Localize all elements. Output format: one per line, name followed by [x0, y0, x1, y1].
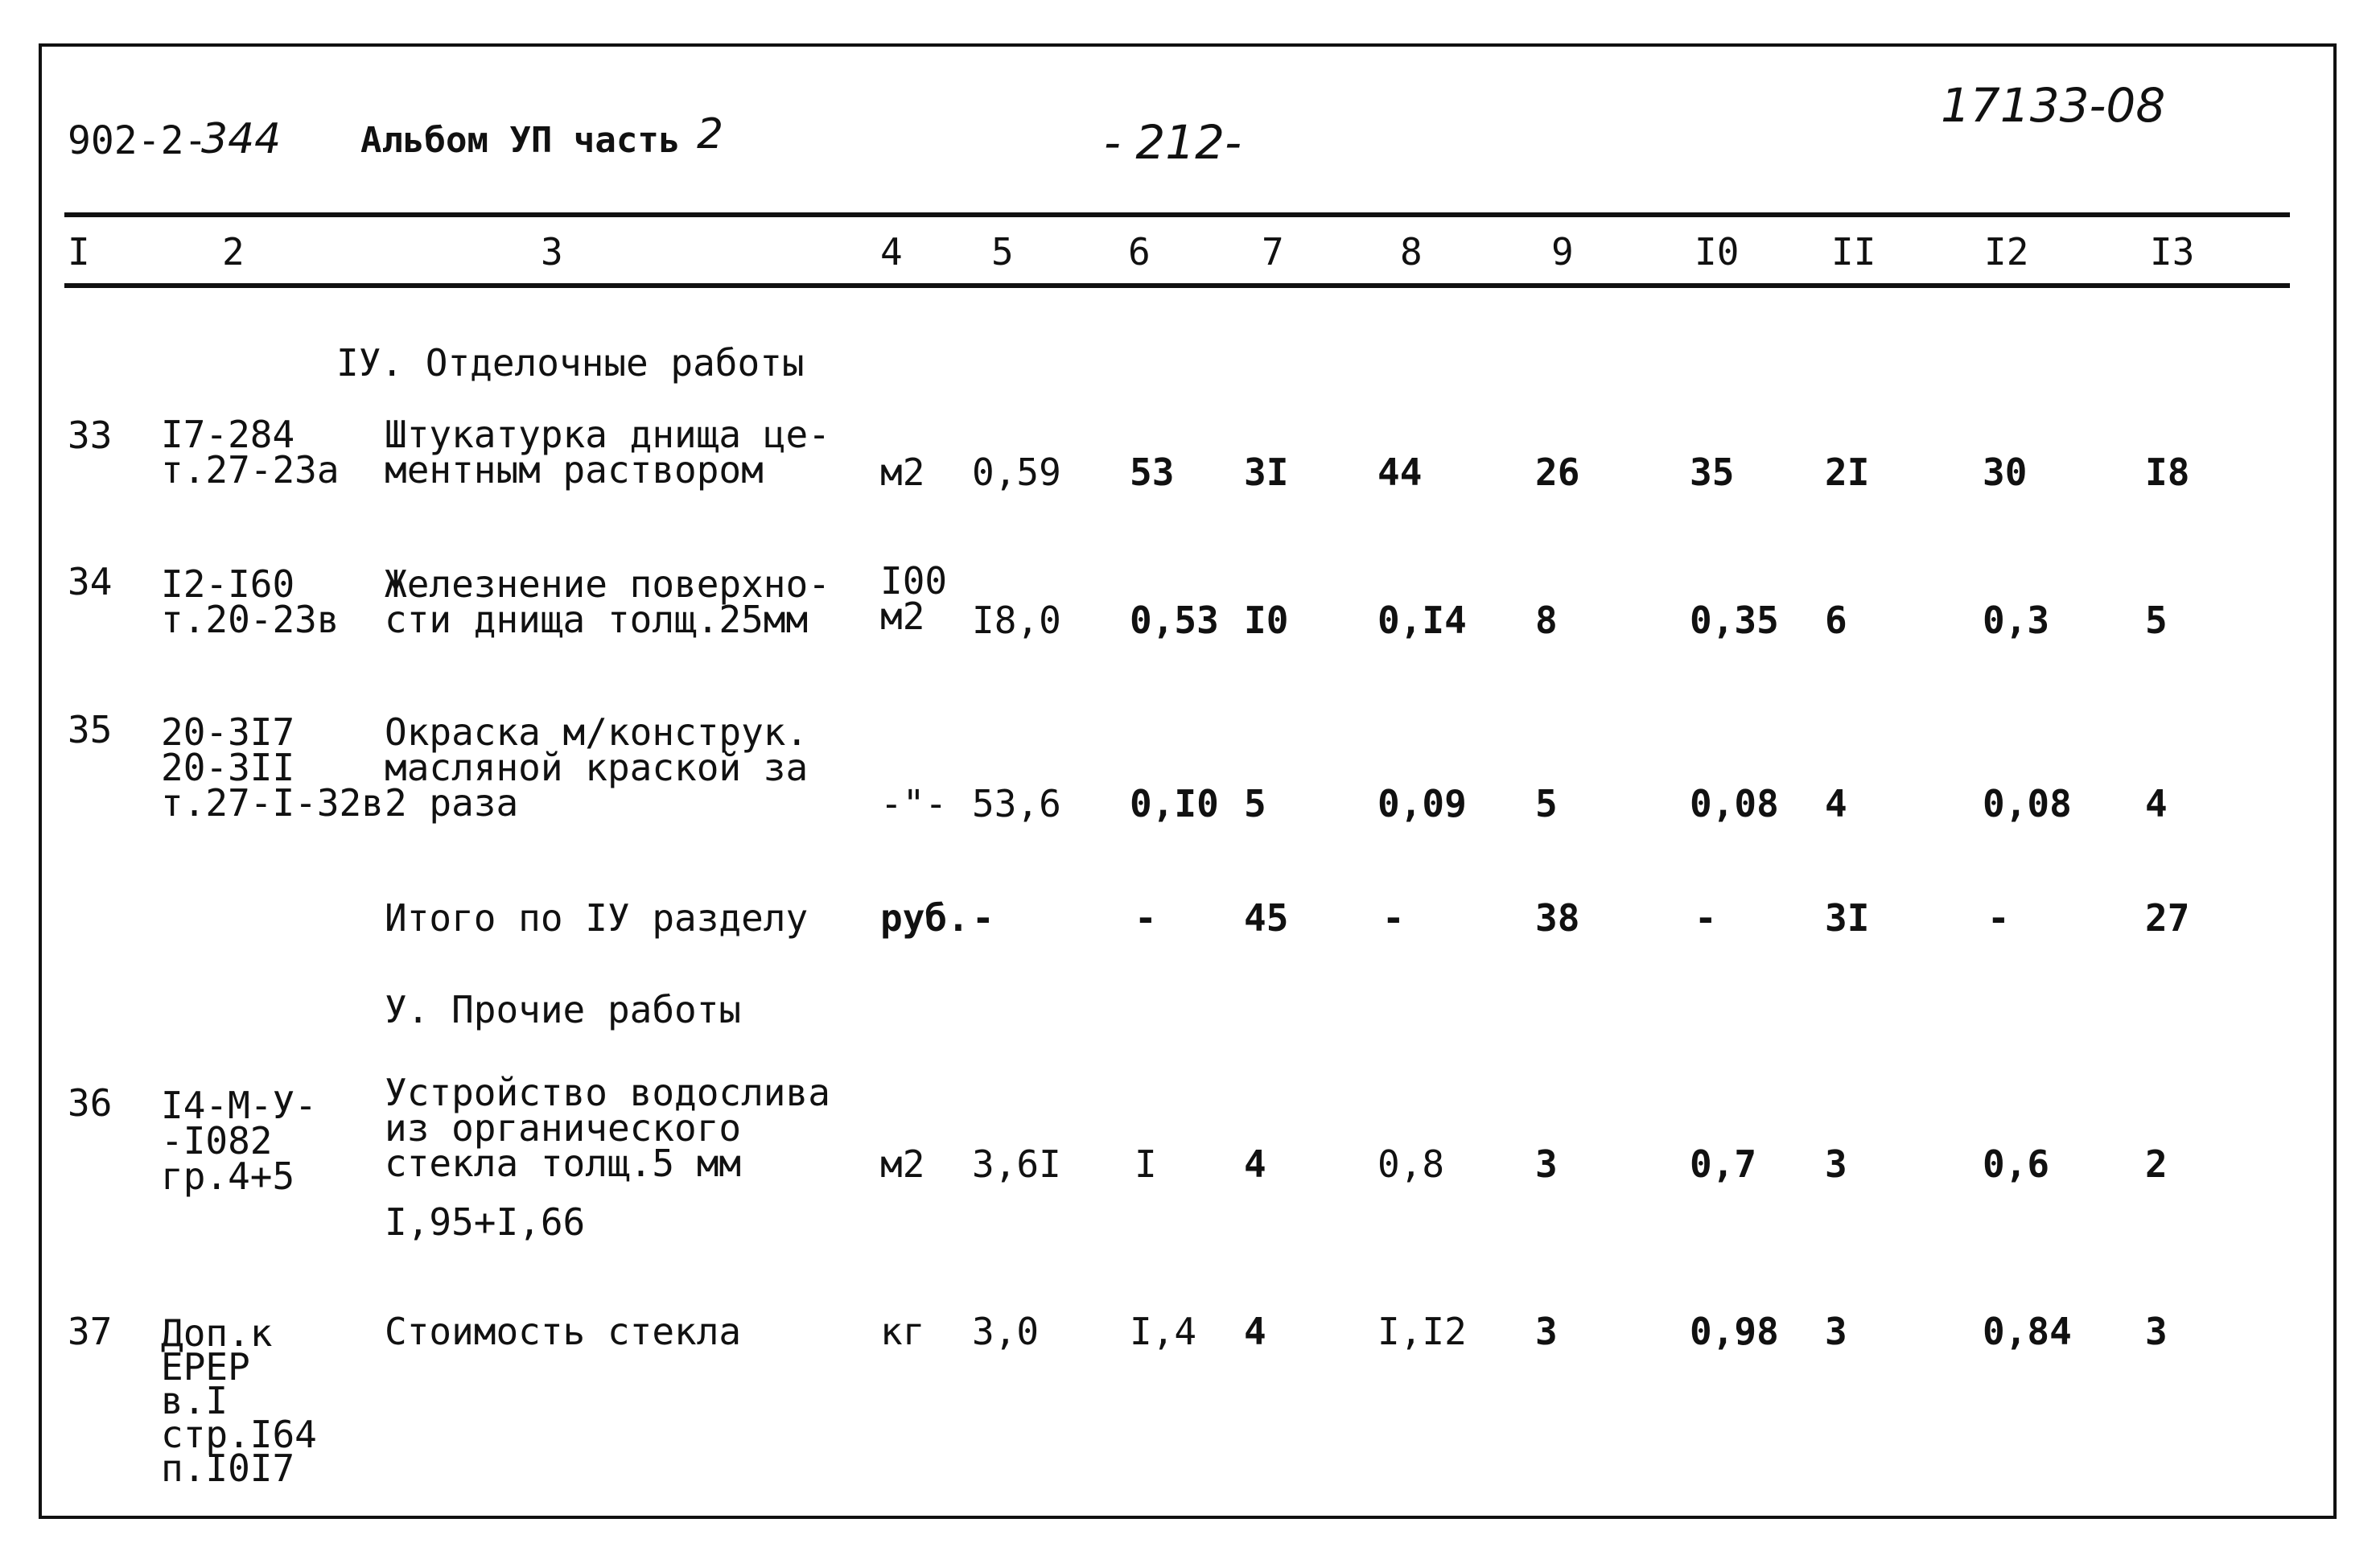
album-part: 2 — [697, 110, 724, 158]
row-33-c6: 53 — [1130, 451, 1175, 494]
row-33-name: Штукатурка днища це- ментным раствором — [385, 413, 830, 492]
total-4-c12: - — [1987, 896, 2010, 940]
row-34-code: I2-I60 т.20-23в — [161, 562, 340, 641]
row-35-number: 35 — [68, 708, 113, 751]
col-header-8: 8 — [1400, 230, 1423, 274]
row-33-c9: 26 — [1535, 451, 1580, 494]
page-number: - 212- — [1104, 115, 1242, 170]
row-35-name: Окраска м/конструк. масляной краской за 2 раза — [385, 710, 809, 825]
row-34-c13: 5 — [2145, 599, 2168, 642]
col-header-1: I — [68, 230, 90, 274]
total-4-c13: 27 — [2145, 896, 2190, 940]
row-36-c8: 0,8 — [1377, 1142, 1445, 1186]
total-4-c5: - — [972, 896, 994, 940]
section-4-title: IУ. Отделочные работы — [336, 341, 805, 385]
row-37-c10: 0,98 — [1690, 1310, 1779, 1353]
row-37-c7: 4 — [1244, 1310, 1266, 1353]
section-5-title: У. Прочие работы — [385, 988, 742, 1031]
total-4-c7: 45 — [1244, 896, 1289, 940]
row-37-c8: I,I2 — [1377, 1310, 1467, 1353]
row-36-c7: 4 — [1244, 1142, 1266, 1186]
total-4-c11: 3I — [1825, 896, 1870, 940]
row-33-c13: I8 — [2145, 451, 2190, 494]
col-header-12: I2 — [1984, 230, 2029, 274]
row-33-c7: 3I — [1244, 451, 1289, 494]
row-34-c8: 0,I4 — [1377, 599, 1467, 642]
code-prefix: 902-2- — [68, 118, 208, 163]
row-36-c13: 2 — [2145, 1142, 2168, 1186]
row-34-qty: I8,0 — [972, 599, 1061, 642]
row-35-c13: 4 — [2145, 782, 2168, 825]
row-36-c11: 3 — [1825, 1142, 1847, 1186]
col-header-4: 4 — [880, 230, 903, 274]
row-37-name: Стоимость стекла — [385, 1310, 742, 1353]
row-35-qty: 53,6 — [972, 782, 1061, 825]
total-4-c9: 38 — [1535, 896, 1580, 940]
row-37-qty: 3,0 — [972, 1310, 1040, 1353]
row-36-c12: 0,6 — [1983, 1142, 2050, 1186]
row-34-c11: 6 — [1825, 599, 1847, 642]
total-4-label: Итого по IУ разделу — [385, 896, 809, 940]
row-37-unit: кг — [880, 1310, 925, 1353]
row-33-c10: 35 — [1690, 451, 1735, 494]
row-34-c6: 0,53 — [1130, 599, 1219, 642]
row-36-name: Устройство водослива из органического стекла толщ.5 мм — [385, 1071, 830, 1185]
row-36-c9: 3 — [1535, 1142, 1558, 1186]
total-4-c6: - — [1134, 896, 1157, 940]
col-header-6: 6 — [1128, 230, 1151, 274]
row-36-qty: 3,6I — [972, 1142, 1061, 1186]
row-33-unit: м2 — [880, 451, 925, 494]
row-35-unit: -"- — [880, 782, 948, 825]
row-33-c12: 30 — [1983, 451, 2028, 494]
col-header-11: II — [1831, 230, 1876, 274]
row-35-c12: 0,08 — [1983, 782, 2072, 825]
total-4-unit: руб. — [880, 896, 970, 940]
doc-number: 17133-08 — [1941, 78, 2166, 133]
row-36-c6: I — [1134, 1142, 1157, 1186]
row-33-c8: 44 — [1377, 451, 1423, 494]
row-34-c12: 0,3 — [1983, 599, 2050, 642]
row-36-unit: м2 — [880, 1142, 925, 1186]
row-37-number: 37 — [68, 1310, 113, 1353]
row-37-c13: 3 — [2145, 1310, 2168, 1353]
row-35-c11: 4 — [1825, 782, 1847, 825]
col-header-7: 7 — [1262, 230, 1284, 274]
col-header-5: 5 — [991, 230, 1014, 274]
header-rule-top — [64, 212, 2290, 217]
row-33-code: I7-284 т.27-23а — [161, 413, 340, 492]
code-number: 344 — [201, 115, 282, 163]
row-36-note: I,95+I,66 — [385, 1200, 586, 1244]
row-37-c9: 3 — [1535, 1310, 1558, 1353]
row-34-c10: 0,35 — [1690, 599, 1779, 642]
col-header-10: I0 — [1694, 230, 1740, 274]
total-4-c10: - — [1694, 896, 1717, 940]
row-37-c12: 0,84 — [1983, 1310, 2072, 1353]
row-34-c7: I0 — [1244, 599, 1289, 642]
album-label: Альбом УП часть — [360, 120, 681, 161]
row-33-qty: 0,59 — [972, 451, 1061, 494]
row-34-name: Железнение поверхно- сти днища толщ.25мм — [385, 562, 830, 641]
col-header-3: 3 — [541, 230, 563, 274]
row-33-c11: 2I — [1825, 451, 1870, 494]
row-37-code: Доп.к ЕРЕР в.I стр.I64 п.I0I7 — [161, 1311, 317, 1490]
row-36-c10: 0,7 — [1690, 1142, 1757, 1186]
row-35-c6: 0,I0 — [1130, 782, 1219, 825]
total-4-c8: - — [1382, 896, 1405, 940]
row-35-c7: 5 — [1244, 782, 1266, 825]
row-36-number: 36 — [68, 1081, 113, 1125]
row-34-c9: 8 — [1535, 599, 1558, 642]
row-35-c10: 0,08 — [1690, 782, 1779, 825]
row-37-c11: 3 — [1825, 1310, 1847, 1353]
row-34-number: 34 — [68, 560, 113, 603]
row-34-unit: I00 м2 — [880, 559, 948, 638]
row-37-c6: I,4 — [1130, 1310, 1197, 1353]
row-33-number: 33 — [68, 414, 113, 457]
row-35-c8: 0,09 — [1377, 782, 1467, 825]
row-36-code: I4-М-У- -I082 гр.4+5 — [161, 1084, 317, 1198]
col-header-2: 2 — [222, 230, 245, 274]
row-35-code: 20-3I7 20-3II т.27-I-32в — [161, 710, 384, 825]
col-header-9: 9 — [1551, 230, 1574, 274]
header-rule-bottom — [64, 283, 2290, 288]
row-35-c9: 5 — [1535, 782, 1558, 825]
col-header-13: I3 — [2150, 230, 2195, 274]
